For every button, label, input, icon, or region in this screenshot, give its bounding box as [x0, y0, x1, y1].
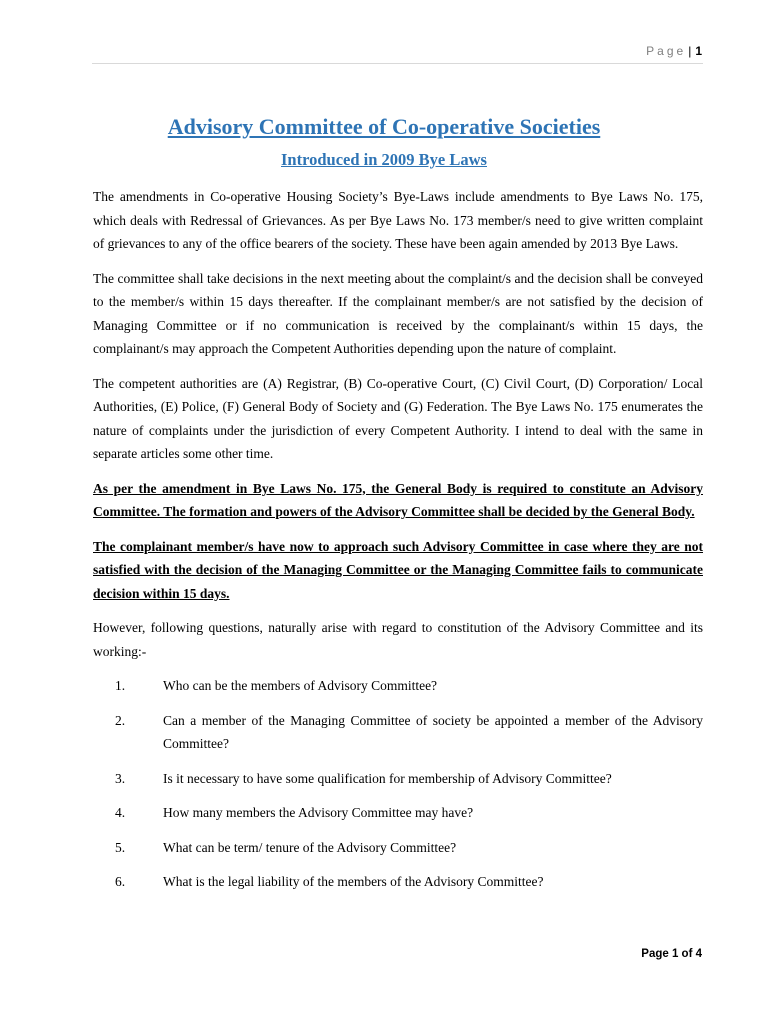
paragraph-emphasis: The complainant member/s have now to approach such Advisory Committee in case where they are not satisfied with the decision of the Managing Committee or the Managing Committee fails to communicate decision within 15 days. [93, 538, 703, 601]
list-item [93, 709, 703, 756]
list-text: What is the legal liability of the members of the Advisory Committee? [163, 874, 544, 889]
paragraph: The committee shall take decisions in the next meeting about the complaint/s and the decision shall be conveyed to the member/s within 15 days thereafter. If the complainant member/s are not satisfied by the decision of Managing Committee or if no communication is received by the complainant/s within 15 days, the complainant/s may approach the Competent Authorities depending upon the nature of complaint. [93, 270, 703, 356]
list-number: 5. [115, 839, 126, 855]
paragraph: The competent authorities are (A) Registrar, (B) Co-operative Court, (C) Civil Court, (D) Corporation/ Local Authorities, (E) Police, (F) General Body of Society and (G) Federation. The Bye Laws No. 175 enumerates the nature of complaints under the jurisdiction of every Competent Authority. I intend to deal with the same in separate articles some other time. [93, 375, 703, 461]
list-number: 4. [115, 805, 126, 820]
document-title: Advisory Committee of Co-operative Societies [167, 114, 601, 139]
header-rule [92, 63, 703, 64]
list-item [93, 801, 703, 825]
list-text: Can a member of the Managing Committee of society be appointed a member of the Advisory Committee? [163, 712, 703, 751]
paragraph: However, following questions, naturally arise with regard to constitution of the Advisory Committee and its working:- [93, 620, 703, 659]
list-text: How many members the Advisory Committee may have? [163, 805, 474, 820]
header-page-number: 1 [695, 44, 702, 58]
list-item [93, 767, 703, 791]
list-text: Who can be the members of Advisory Committee? [163, 678, 438, 693]
list-text: What can be term/ tenure of the Advisory Committee? [163, 839, 457, 855]
list-text: Is it necessary to have some qualification for membership of Advisory Committee? [163, 770, 612, 786]
questions-list [93, 674, 703, 894]
paragraph-emphasis: As per the amendment in Bye Laws No. 175, the General Body is required to constitute an Advisory Committee. The formation and powers of the Advisory Committee shall be decided by the General Body. [93, 480, 703, 519]
list-item [93, 674, 703, 698]
document-body [93, 185, 703, 905]
page-header [646, 44, 702, 58]
paragraph: The amendments in Co-operative Housing Society’s Bye-Laws include amendments to Bye Laws No. 175, which deals with Redressal of Grievances. As per Bye Laws No. 173 member/s need to give written complaint of grievances to any of the office bearers of the society. These have been again amended by 2013 Bye Laws. [93, 189, 703, 251]
list-number: 2. [115, 712, 126, 728]
list-number: 1. [115, 678, 126, 693]
list-number: 6. [115, 874, 126, 889]
header-page-word: Page [646, 44, 687, 58]
document-subtitle: Introduced in 2009 Bye Laws [281, 150, 487, 169]
page-footer: Page 1 of 4 [641, 948, 702, 960]
header-separator: | [688, 44, 692, 58]
list-number: 3. [115, 770, 126, 786]
list-item [93, 836, 703, 860]
list-item [93, 870, 703, 894]
